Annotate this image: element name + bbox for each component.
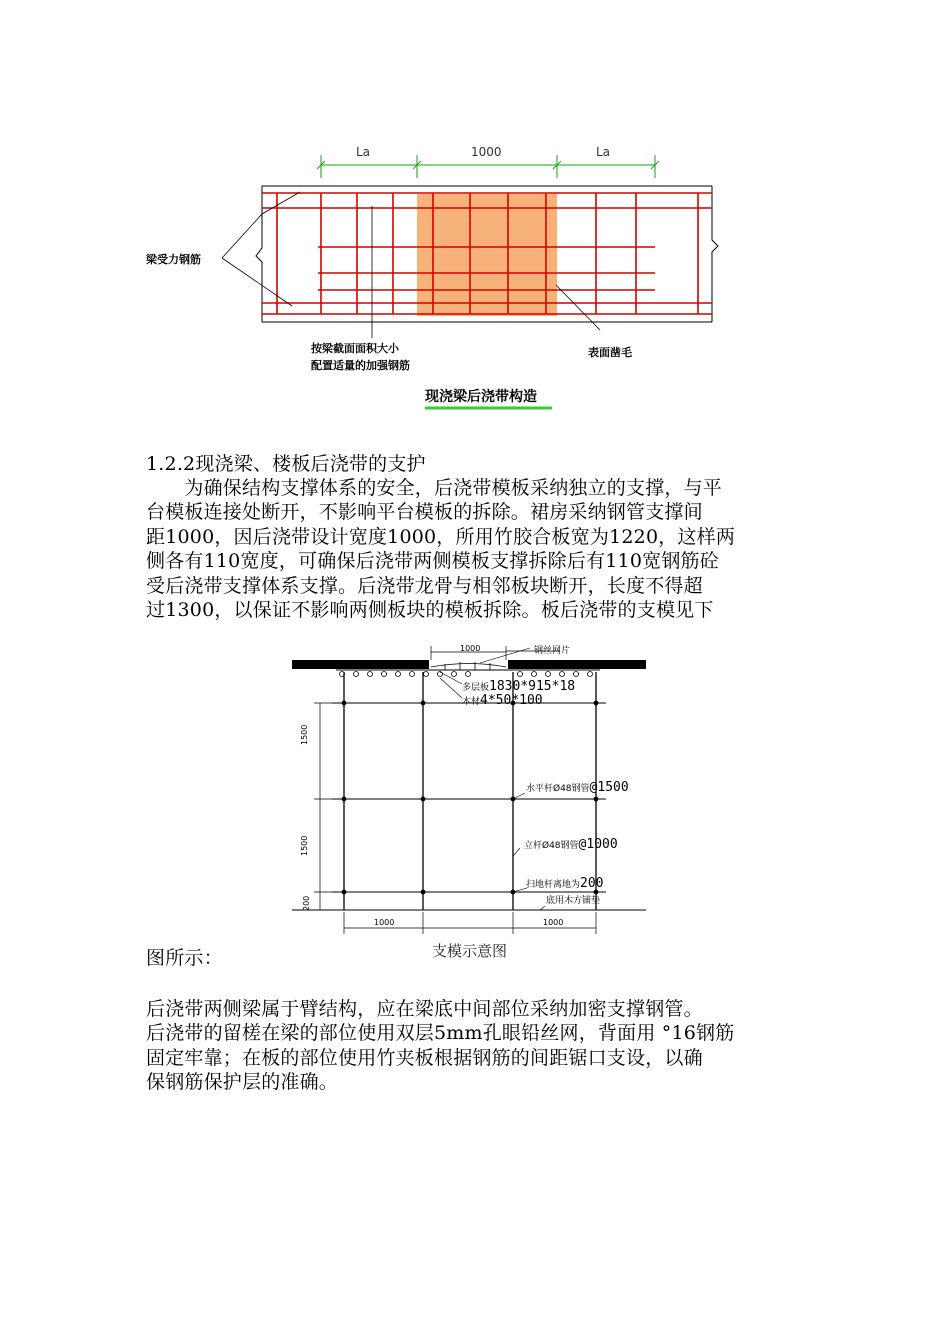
fig2-horizontal-label [526, 776, 629, 795]
paragraph2-line-4: 保钢筋保护层的准确。 [146, 1071, 339, 1093]
label-reinforce-line2: 配置适量的加强钢筋 [311, 359, 410, 372]
paragraph2-line-1: 后浇带两侧梁属于臂结构，应在梁底中间部位采纳加密支撑钢管。 [146, 998, 703, 1020]
section-line-3: 距1000，因后浇带设计宽度1000，所用竹胶合板宽为1220，这样两 [146, 526, 736, 548]
slab-right [508, 660, 646, 669]
fig2-sweep-label [526, 872, 604, 891]
figure-beam-post-pour-band [0, 0, 950, 420]
fig2-side-1500-upper: 1500 [300, 724, 309, 745]
section-line-2: 台模板连接处断开，不影响平台模板的拆除。裙房采纳钢管支撑间 [146, 501, 703, 523]
dim-label-right: La [596, 145, 611, 159]
fig2-top-dim: 1000 [460, 644, 481, 653]
fig2-sweep-prefix: 扫地杆离地为 [526, 880, 581, 890]
paragraph2-line-3: 固定牢靠；在板的部位使用竹夹板根据钢筋的间距锯口支设，以确 [146, 1047, 703, 1069]
beam-diagram [0, 0, 950, 420]
section-line-5: 受后浇带支撑体系支撑。后浇带龙骨与相邻板块断开，长度不得超 [146, 575, 703, 597]
section-line-4: 侧各有110宽度，可确保后浇带两侧模板支撑拆除后有110宽钢筋砼 [146, 550, 719, 572]
figure2-caption: 支模示意图 [432, 942, 508, 960]
fig2-base-label: 底用木方铺垫 [546, 896, 601, 906]
fig2-horizontal-spec: @1500 [589, 780, 629, 795]
fig2-bottom-dim-left: 1000 [374, 918, 395, 927]
slab-left [292, 660, 429, 669]
wire-mesh [431, 662, 506, 670]
fig2-wood-label [462, 689, 543, 708]
dim-label-left: La [356, 145, 371, 159]
figure1-caption: 现浇梁后浇带构造 [425, 389, 537, 405]
fig2-board-prefix: 多层板 [462, 683, 490, 693]
label-reinforce-line1: 按梁截面面积大小 [311, 342, 399, 355]
post-pour-band [417, 194, 557, 316]
side-dimension [314, 703, 344, 910]
label-beam-rebar: 梁受力钢筋 [146, 253, 201, 266]
section-line-1: 为确保结构支撑体系的安全，后浇带模板采纳独立的支撑，与平 [146, 477, 723, 499]
paragraph2-line-2: 后浇带的留槎在梁的部位使用双层5mm孔眼铅丝网，背面用 °16钢筋 [146, 1022, 735, 1044]
fig2-side-200: 200 [302, 895, 311, 911]
fig2-sweep-spec: 200 [580, 876, 604, 891]
fig2-vertical-label [524, 833, 618, 852]
section-heading: 1.2.2现浇梁、楼板后浇带的支护 [146, 453, 426, 475]
fig2-wood-prefix: 木材 [462, 697, 481, 707]
fig2-vertical-spec: @1000 [578, 837, 618, 852]
fig2-side-1500-lower: 1500 [300, 835, 309, 856]
fig2-vertical-prefix: 立杆Ø48钢管 [524, 841, 579, 851]
fig2-mesh-label: 钢丝网片 [534, 646, 571, 656]
fig2-horizontal-prefix: 水平杆Ø48钢管 [526, 784, 590, 794]
fig2-wood-spec: 4*50*100 [480, 693, 543, 708]
dim-label-mid: 1000 [471, 145, 502, 159]
fig2-board-spec: 1830*915*18 [489, 679, 576, 694]
section-line-6: 过1300，以保证不影响两侧板块的模板拆除。板后浇带的支模见下 [146, 599, 714, 621]
joints [342, 701, 599, 895]
horizontal-bars [332, 703, 606, 892]
after-figure-text: 图所示： [146, 947, 223, 969]
fig2-bottom-dim-right: 1000 [543, 918, 564, 927]
label-surface-roughen: 表面凿毛 [588, 346, 632, 359]
